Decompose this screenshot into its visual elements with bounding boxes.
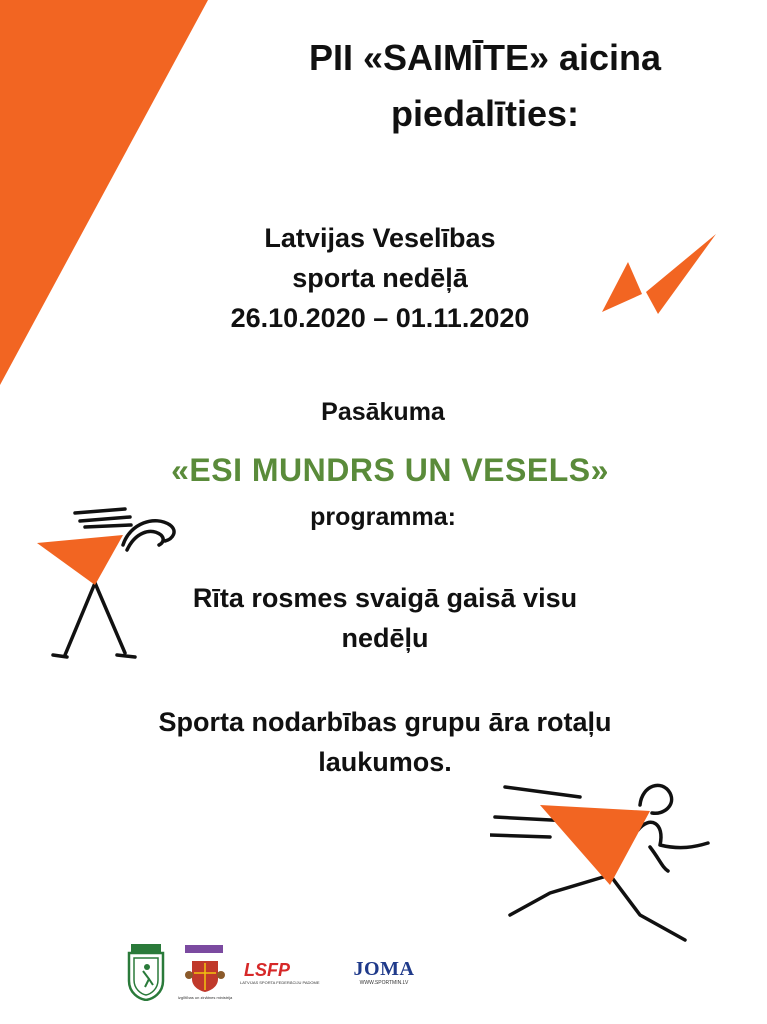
- program-item-2: [60, 702, 710, 782]
- event-dates: 26.10.2020 – 01.11.2020: [230, 303, 530, 333]
- program-item-2-line-2: laukumos.: [318, 747, 452, 777]
- izm-logo-caption: Izglītības un zinātnes ministrija: [177, 995, 233, 1000]
- page-title: [230, 30, 740, 142]
- title-line-1: PII «SAIMĪTE» aicina: [308, 37, 662, 78]
- lsfp-logo-mark: [240, 958, 318, 980]
- joma-logo-text: JOMA: [353, 958, 415, 980]
- program-outro: programma:: [310, 503, 456, 531]
- program-intro: Pasākuma: [321, 398, 445, 426]
- program-item-1-line-2: nedēļu: [341, 623, 429, 653]
- title-line-2: piedalīties:: [390, 93, 580, 134]
- joma-logo-caption: WWW.SPORTMIN.LV: [359, 980, 409, 986]
- lsfp-logo-caption: LATVIJAS SPORTA FEDERĀCIJU PADOME: [240, 980, 320, 985]
- ltsa-logo: [125, 943, 167, 1001]
- event-name-line-1: Latvijas Veselības: [264, 223, 496, 253]
- lsfp-logo-text: LSFP: [244, 960, 291, 980]
- program-item-1: [90, 578, 680, 658]
- arrow-emblem-icon: [600, 232, 720, 317]
- event-name-line-2: sporta nedēļā: [292, 263, 468, 293]
- program-item-1-line-1: Rīta rosmes svaigā gaisā visu: [192, 583, 578, 613]
- stick-figure-running-icon: [490, 775, 720, 955]
- event-info: [170, 218, 590, 338]
- lsfp-logo: [240, 958, 318, 986]
- joma-logo: [343, 958, 425, 988]
- program-slogan: «ESI MUNDRS UN VESELS»: [171, 452, 609, 488]
- program-item-2-line-1: Sporta nodarbības grupu āra rotaļu: [158, 707, 612, 737]
